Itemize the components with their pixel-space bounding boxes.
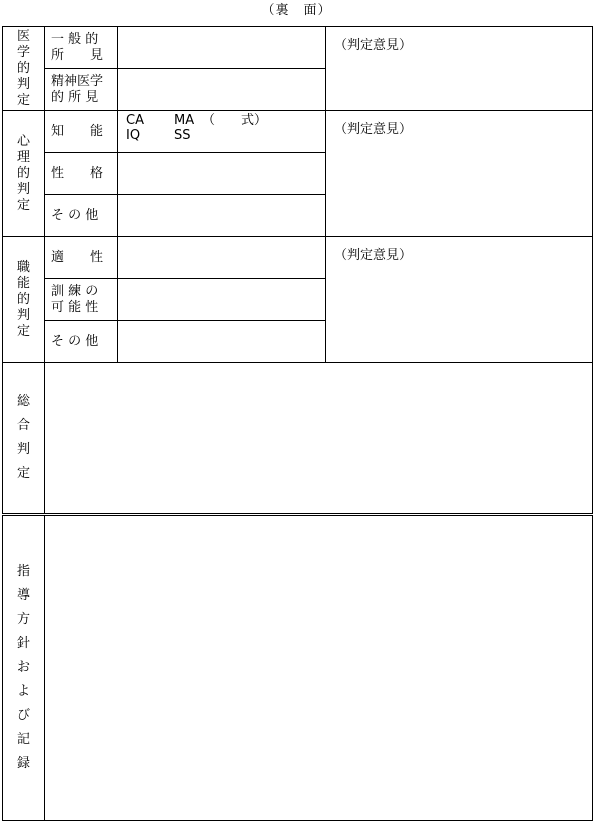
form-label: （ 式） xyxy=(202,113,268,128)
overall-judgment-field[interactable] xyxy=(45,363,593,515)
page-title: （裏 面） xyxy=(261,3,332,18)
aptitude-label: 適 性 xyxy=(45,237,118,279)
intelligence-field[interactable] xyxy=(118,111,326,153)
judgment-form xyxy=(2,26,593,821)
vocational-section-label: 職 能 的 判 定 xyxy=(3,237,45,363)
vocational-other-label: そ の 他 xyxy=(45,321,118,363)
guidance-record-field[interactable] xyxy=(45,515,593,821)
personality-label: 性 格 xyxy=(45,153,118,195)
intelligence-label: 知 能 xyxy=(45,111,118,153)
medical-opinion-label: （判定意見） xyxy=(334,38,413,53)
ma-label: MA xyxy=(174,113,195,128)
overall-section-label: 総 合 判 定 xyxy=(3,363,45,515)
training-possibility-field[interactable] xyxy=(118,279,326,321)
vocational-opinion-label: （判定意見） xyxy=(334,248,413,263)
psych-other-label: そ の 他 xyxy=(45,195,118,237)
training-possibility-label: 訓 練 の 可 能 性 xyxy=(45,279,118,321)
medical-section-label: 医 学 的 判 定 xyxy=(3,27,45,111)
guidance-section-label: 指 導 方 針 お よ び 記 録 xyxy=(3,515,45,821)
general-findings-label: 一 般 的 所 見 xyxy=(45,27,118,69)
general-findings-field[interactable] xyxy=(118,27,326,69)
ca-label: CA xyxy=(126,113,144,128)
vocational-opinion-field[interactable] xyxy=(326,237,593,363)
aptitude-field[interactable] xyxy=(118,237,326,279)
psychiatric-findings-field[interactable] xyxy=(118,69,326,111)
psychiatric-findings-label: 精神医学 的 所 見 xyxy=(45,69,118,111)
psychological-section-label: 心 理 的 判 定 xyxy=(3,111,45,237)
iq-label: IQ xyxy=(126,128,141,143)
vocational-other-field[interactable] xyxy=(118,321,326,363)
ss-label: SS xyxy=(174,128,191,143)
medical-opinion-field[interactable] xyxy=(326,27,593,111)
personality-field[interactable] xyxy=(118,153,326,195)
psych-other-field[interactable] xyxy=(118,195,326,237)
psychological-opinion-label: （判定意見） xyxy=(334,122,413,137)
psychological-opinion-field[interactable] xyxy=(326,111,593,237)
